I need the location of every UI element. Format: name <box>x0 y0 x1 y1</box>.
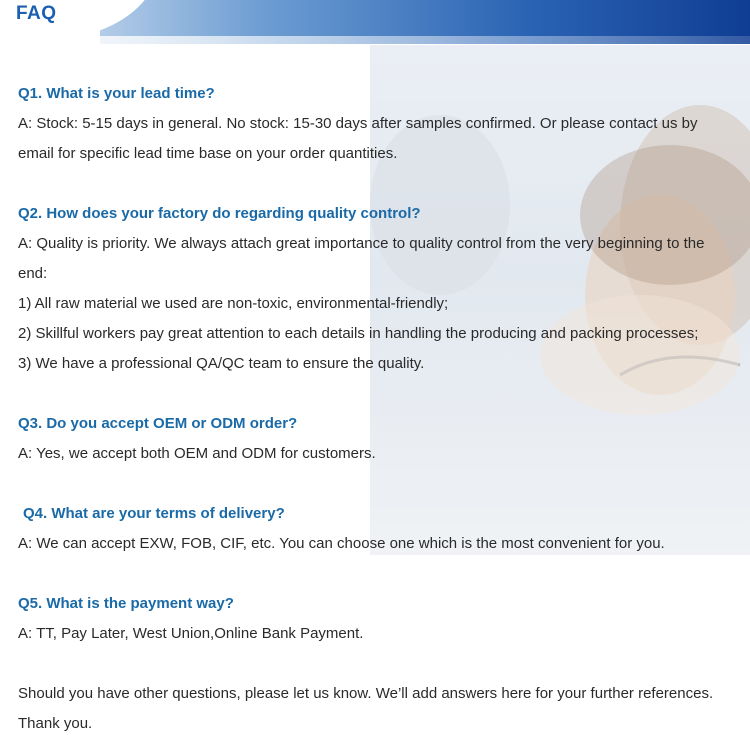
faq-answer-line: A: Stock: 5-15 days in general. No stock: 15-30 days after samples confirmed. Or please contact us by <box>18 115 698 132</box>
faq-answer-list-item: 3) We have a professional QA/QC team to ensure the quality. <box>18 355 425 372</box>
faq-answer-line: email for specific lead time base on your order quantities. <box>18 145 398 162</box>
closing-text: Should you have other questions, please let us know. We’ll add answers here for your further references. <box>18 685 714 702</box>
faq-answer-list-item: 2) Skillful workers pay great attention to each details in handling the producing and packing processes; <box>18 325 699 342</box>
header-curve <box>40 0 160 40</box>
faq-answer-line: end: <box>18 265 48 282</box>
faq-answer-line: A: Yes, we accept both OEM and ODM for customers. <box>18 445 376 462</box>
faq-question-2: Q2. How does your factory do regarding quality control? <box>18 205 421 222</box>
faq-answer-line: A: Quality is priority. We always attach great importance to quality control from the very beginning to the <box>18 235 705 252</box>
faq-header-banner <box>0 0 750 44</box>
closing-thanks: Thank you. <box>18 715 93 732</box>
faq-answer-line: A: TT, Pay Later, West Union,Online Bank Payment. <box>18 625 364 642</box>
faq-answer-line: A: We can accept EXW, FOB, CIF, etc. You can choose one which is the most convenient for you. <box>18 535 665 552</box>
faq-content <box>18 79 738 739</box>
faq-question-5: Q5. What is the payment way? <box>18 595 234 612</box>
faq-answer-list-item: 1) All raw material we used are non-toxic, environmental-friendly; <box>18 295 449 312</box>
header-swoosh <box>0 36 750 44</box>
faq-question-1: Q1. What is your lead time? <box>18 85 215 102</box>
page-title: FAQ <box>16 3 57 24</box>
faq-question-3: Q3. Do you accept OEM or ODM order? <box>18 415 298 432</box>
faq-question-4: Q4. What are your terms of delivery? <box>23 505 285 522</box>
